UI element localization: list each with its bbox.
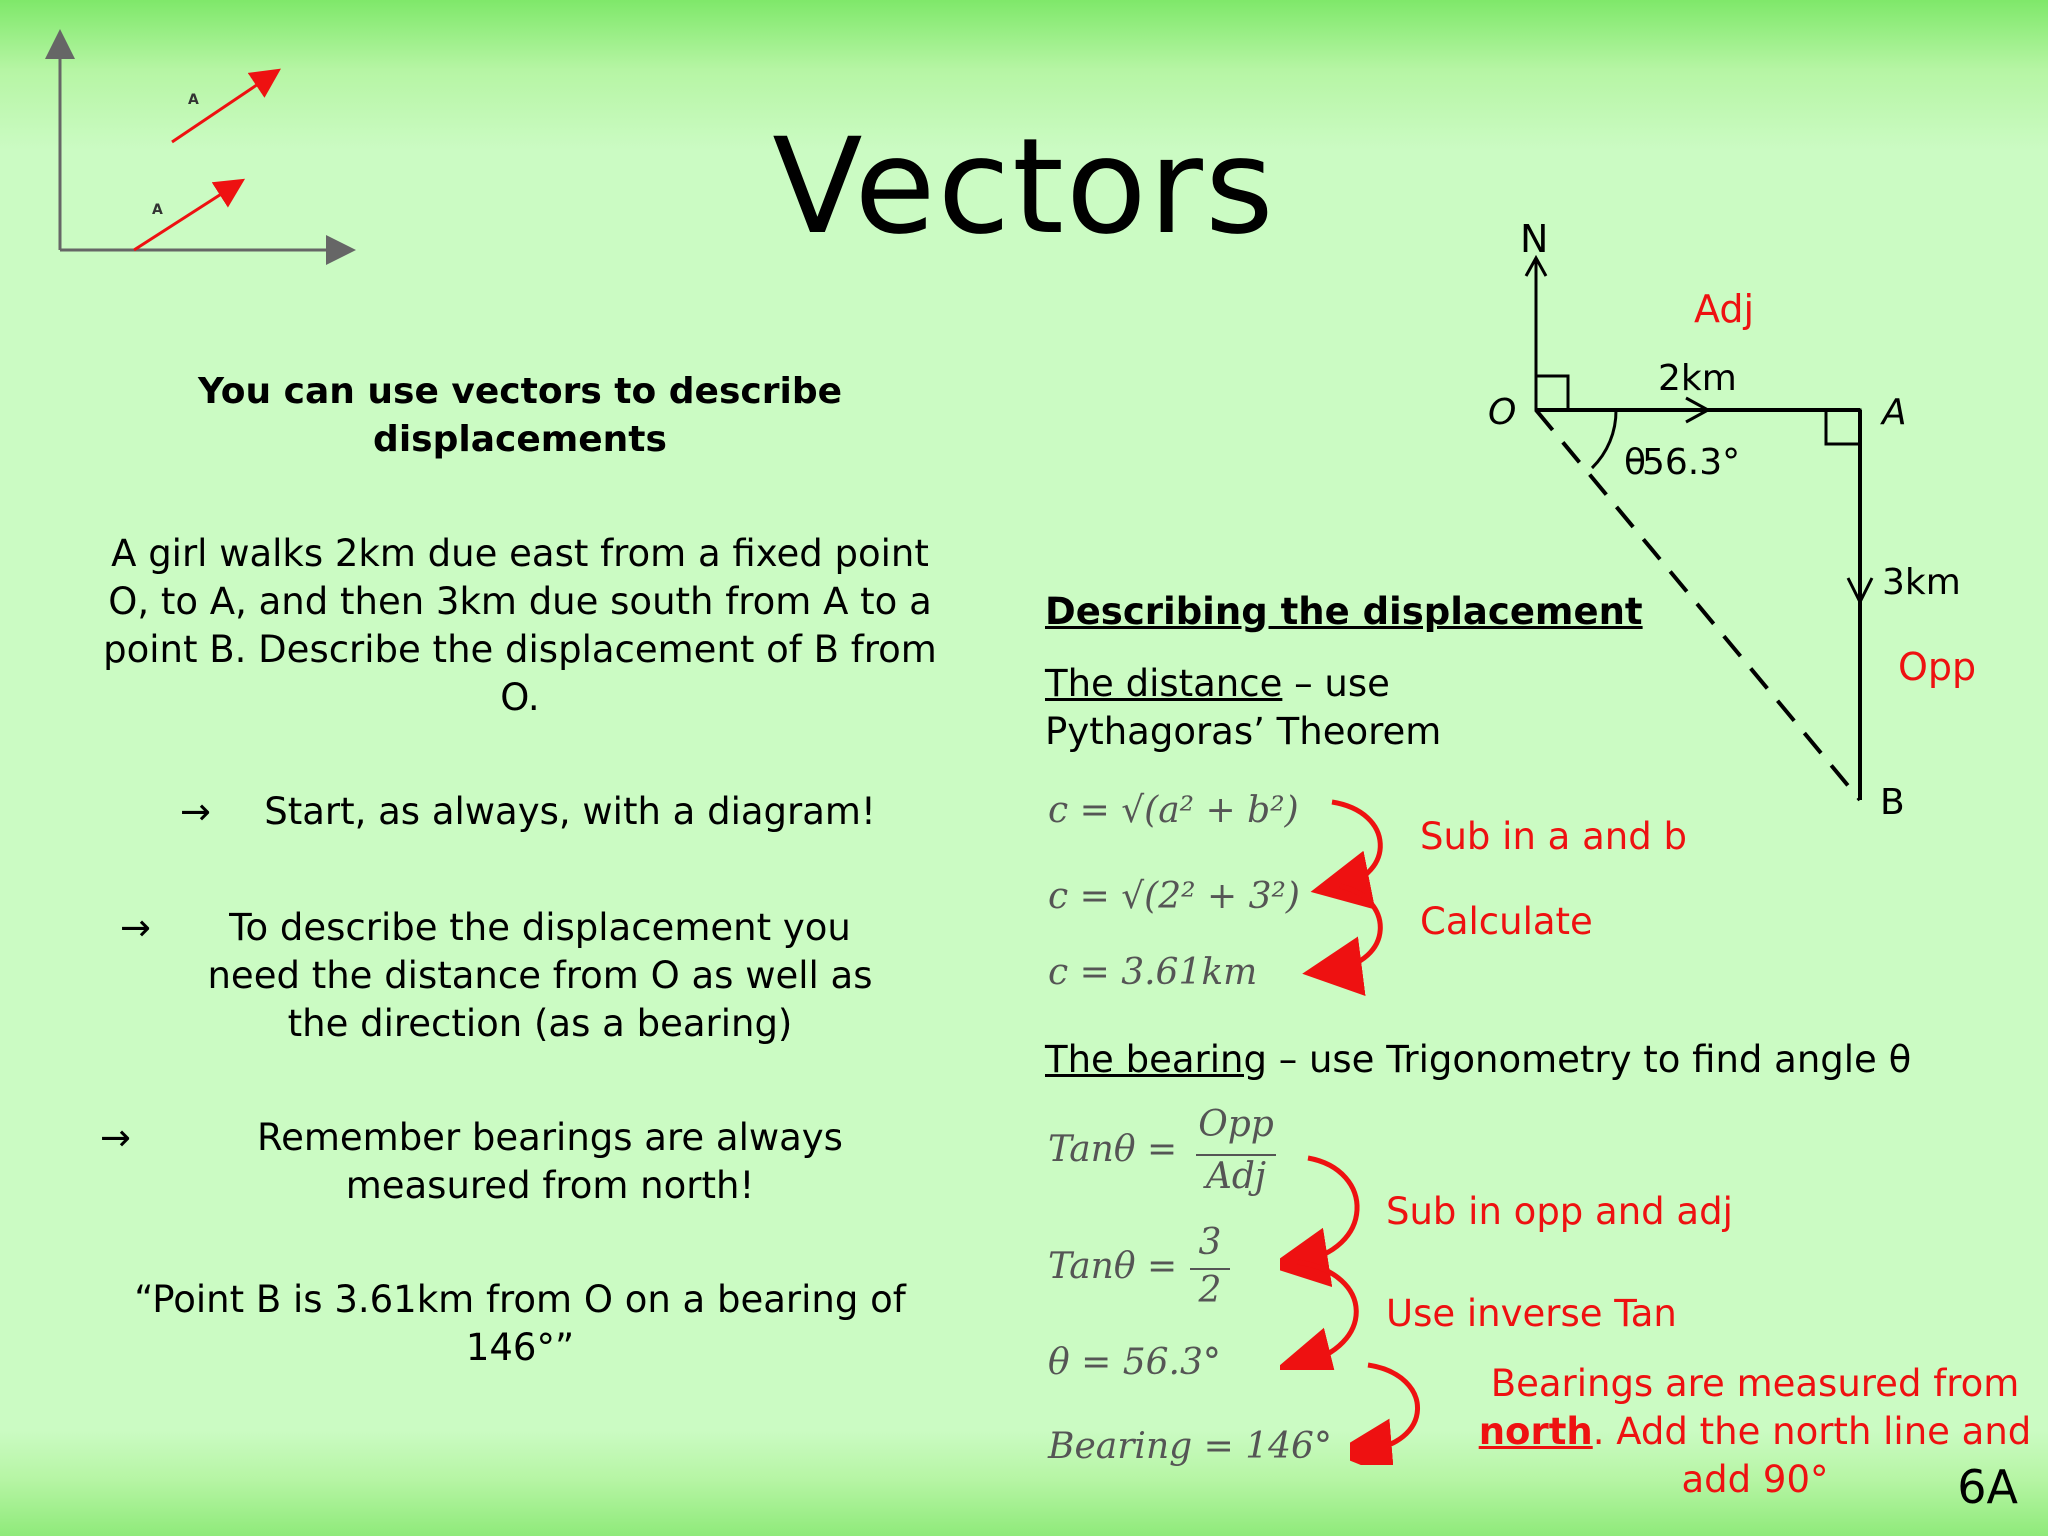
note-bearing xyxy=(1470,1360,2040,1504)
distance-intro xyxy=(1045,660,1465,756)
adj-label: Adj xyxy=(1694,287,1755,331)
equation-theta: θ = 56.3° xyxy=(1048,1342,1221,1383)
bullet-3 xyxy=(100,1114,960,1214)
equation-pythagoras: c = √(a² + b²) xyxy=(1048,790,1299,831)
distance-rest: – use Pythagoras’ Theorem xyxy=(1045,662,1442,753)
note-calculate: Calculate xyxy=(1420,900,1593,943)
describing-heading: Describing the displacement xyxy=(1045,590,1643,633)
point-b-label: B xyxy=(1880,782,1905,823)
slide-number: 6A xyxy=(1957,1460,2018,1514)
displacement-diagram xyxy=(1440,210,2000,830)
brace-distance xyxy=(1300,780,1420,1000)
arrow-icon: → xyxy=(100,1116,132,1159)
bullet-1-text: Start, as always, with a diagram! xyxy=(264,790,876,833)
conclusion-text: “Point B is 3.61km from O on a bearing of 146°” xyxy=(134,1278,906,1369)
bullet-1 xyxy=(180,788,920,838)
tan1-left: Tanθ = xyxy=(1048,1129,1178,1170)
bullet-3-text: Remember bearings are always measured from north! xyxy=(257,1116,843,1207)
point-a-label: A xyxy=(1882,392,1907,433)
angle-value-label: 56.3° xyxy=(1642,442,1741,483)
arrow-icon: → xyxy=(180,790,212,833)
equation-distance: c = 3.61km xyxy=(1048,952,1258,993)
bearing-intro xyxy=(1045,1036,1945,1084)
bearing-label: The bearing xyxy=(1045,1038,1267,1081)
bearing-rest: – use Trigonometry to find angle θ xyxy=(1266,1038,1912,1081)
equation-substituted: c = √(2² + 3²) xyxy=(1048,876,1300,917)
equation-bearing: Bearing = 146° xyxy=(1048,1426,1332,1467)
intro-text: You can use vectors to describe displacements xyxy=(197,371,843,460)
tan2-denominator: 2 xyxy=(1198,1270,1222,1311)
angle-arc xyxy=(1592,410,1616,468)
right-angle-a xyxy=(1826,410,1860,444)
tan2-numerator: 3 xyxy=(1198,1222,1222,1263)
note-bearing-north: north xyxy=(1478,1410,1593,1453)
point-o-label: O xyxy=(1488,392,1517,433)
tan2-left: Tanθ = xyxy=(1048,1246,1178,1287)
distance-label: The distance xyxy=(1045,662,1283,705)
tan1-numerator: Opp xyxy=(1198,1104,1274,1145)
distance-ab-label: 3km xyxy=(1882,562,1961,603)
note-sub-opp-adj: Sub in opp and adj xyxy=(1386,1190,1733,1233)
distance-oa-label: 2km xyxy=(1658,358,1737,399)
arrow-icon: → xyxy=(120,906,152,949)
north-label: N xyxy=(1520,217,1549,261)
page-title: Vectors xyxy=(772,110,1276,264)
right-angle-o xyxy=(1536,376,1568,410)
note-bearing-part2: . Add the north line and add 90° xyxy=(1592,1410,2032,1501)
brace-angle xyxy=(1280,1150,1400,1370)
note-sub-in: Sub in a and b xyxy=(1420,815,1687,858)
note-bearing-part1: Bearings are measured from xyxy=(1490,1362,2020,1405)
mini-label-top: A xyxy=(188,92,199,108)
bullet-2-text: To describe the displacement you need the distance from O as well as the direction (as a bearing) xyxy=(207,906,873,1045)
bullet-2 xyxy=(120,904,940,1054)
mini-label-bottom: A xyxy=(152,202,163,218)
problem-text: A girl walks 2km due east from a fixed point O, to A, and then 3km due south from A to a point B. Describe the displacement of B from O. xyxy=(103,532,937,719)
tan1-denominator: Adj xyxy=(1205,1156,1267,1197)
opp-label: Opp xyxy=(1898,645,1977,689)
theta-label: θ xyxy=(1624,442,1647,483)
note-inverse-tan: Use inverse Tan xyxy=(1386,1292,1677,1335)
brace-bearing xyxy=(1350,1355,1450,1465)
